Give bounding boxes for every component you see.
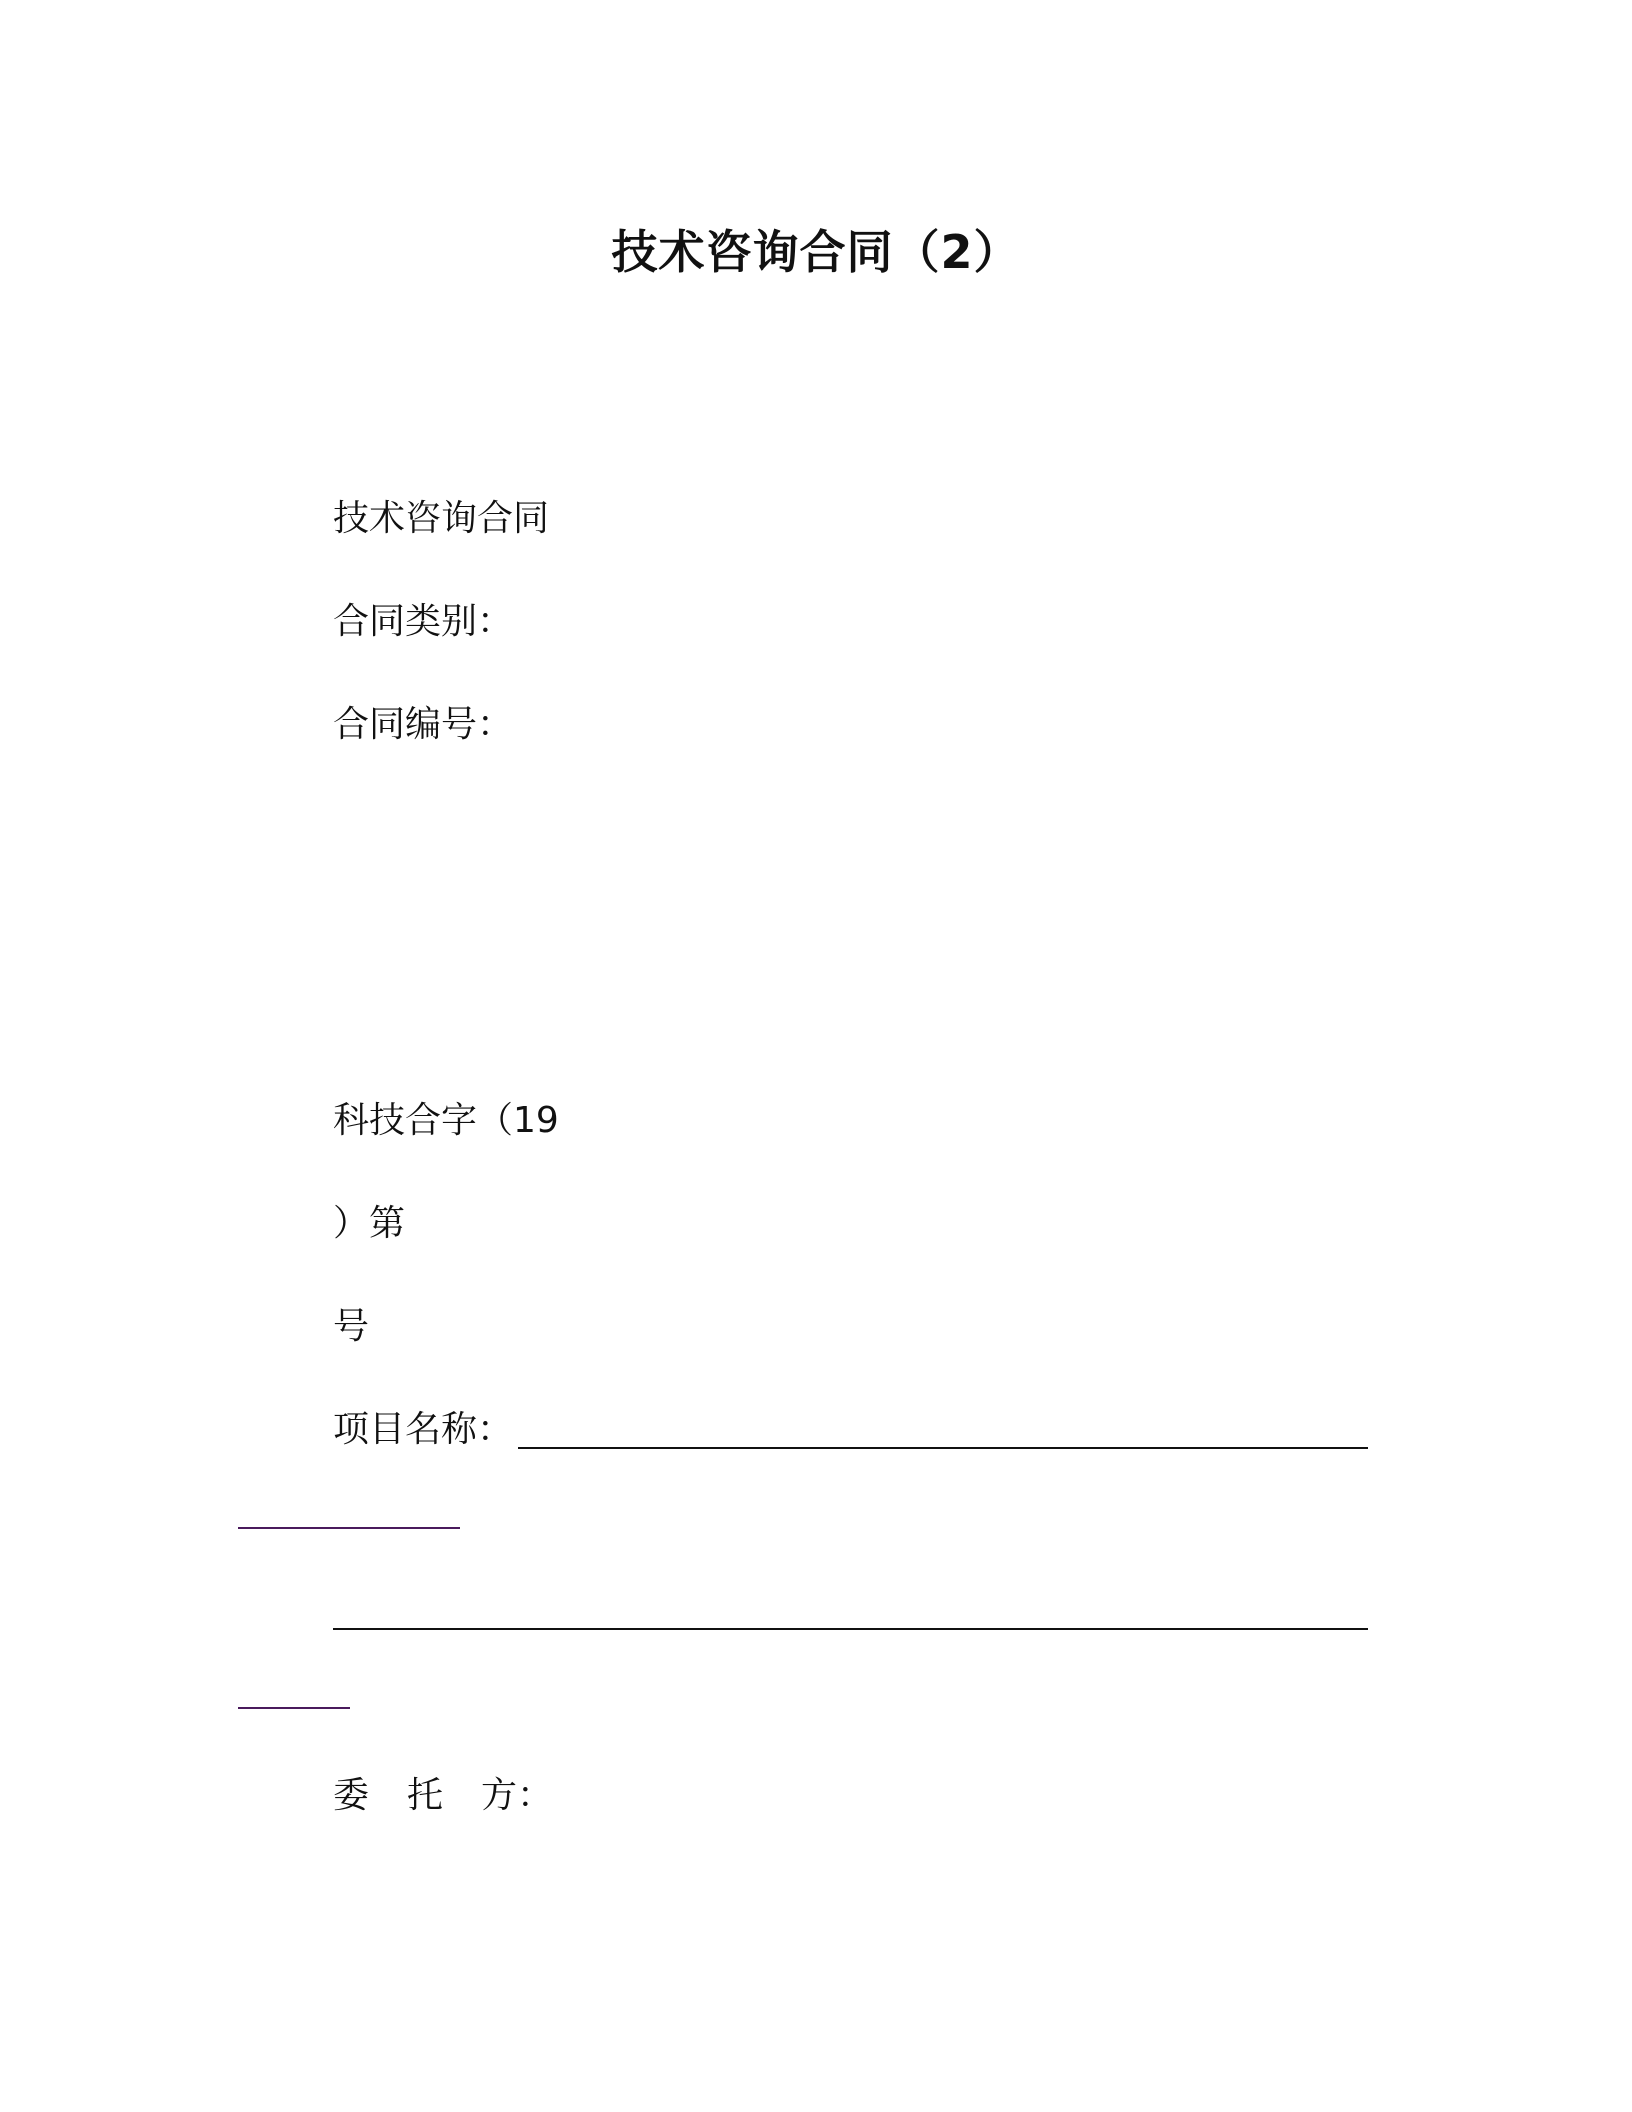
tech-contract-suffix: 号 bbox=[333, 1306, 370, 1347]
client-label-char-3: 方： bbox=[481, 1775, 554, 1816]
project-name-underline-4 bbox=[238, 1707, 350, 1709]
tech-contract-mid: ）第 bbox=[333, 1203, 406, 1244]
contract-type-label: 合同类别： bbox=[333, 601, 514, 642]
project-name-label: 项目名称： bbox=[333, 1409, 514, 1450]
project-name-underline-1 bbox=[518, 1447, 1368, 1449]
contract-number-label: 合同编号： bbox=[333, 704, 514, 745]
tech-contract-prefix: 科技合字（19 bbox=[333, 1100, 559, 1141]
project-name-underline-3 bbox=[333, 1628, 1368, 1630]
contract-name: 技术咨询合同 bbox=[333, 498, 550, 539]
project-name-underline-2 bbox=[238, 1527, 460, 1529]
client-label-char-1: 委 bbox=[333, 1775, 370, 1816]
client-label-char-2: 托 bbox=[407, 1775, 444, 1816]
client-label bbox=[333, 1772, 553, 1820]
document-title: 技术咨询合同（2） bbox=[611, 225, 1021, 279]
